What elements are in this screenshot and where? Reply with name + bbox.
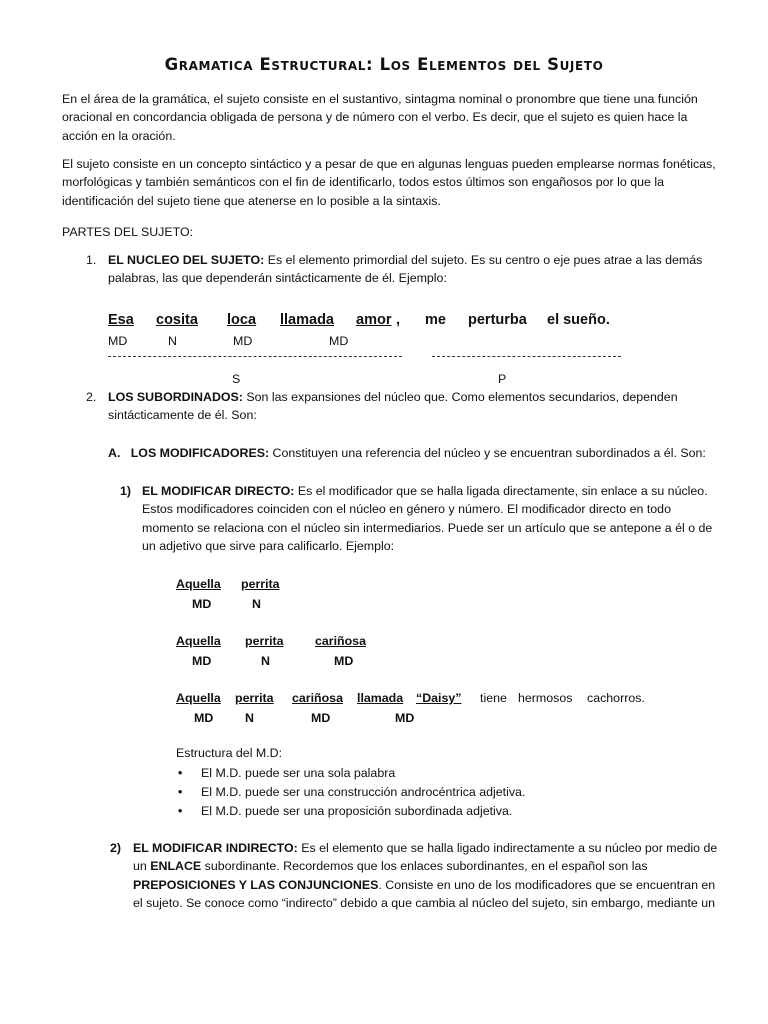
list-item: • El M.D. puede ser una construcción androcéntrica adjetiva.: [176, 783, 525, 802]
mi-prepositions: PREPOSICIONES Y LAS CONJUNCIONES: [133, 877, 379, 892]
mi-text-1: Es el elemento que se halla ligado indirectamente a su núcleo por medio de un: [133, 841, 718, 874]
md-label: EL MODIFICAR DIRECTO:: [142, 484, 295, 498]
md-text: Es el modificador que se halla ligada directamente, sin enlace a su núcleo. Estos modificadores coinciden con el núcleo en género y número. El modificador directo en todo momento se relaciona con el núcleo sin intermediarios. Puede ser un artículo que se antepone a él o de un adjetivo que sirve para calificarlo. Ejemplo:: [142, 484, 713, 553]
item-2-number: 2.: [86, 390, 97, 404]
example-word: cariñosa: [292, 691, 343, 705]
item-1-paragraph: [108, 251, 708, 288]
example-tag: MD: [311, 711, 331, 725]
example-word: cosita: [156, 312, 198, 328]
example-tag: N: [252, 597, 261, 611]
example-word: cariñosa: [315, 634, 366, 648]
subject-label: S: [232, 372, 241, 386]
mi-text-2: subordinante. Recordemos que los enlaces subordinantes, en el español son las: [201, 859, 648, 874]
example-word: loca: [227, 312, 257, 328]
md-paragraph: [142, 482, 724, 555]
example-word: hermosos: [518, 691, 573, 705]
item-2-text: Son las expansiones del núcleo que. Como elementos secundarios, dependen sintácticamente de él. Son:: [108, 390, 678, 423]
document-title: Gramatica Estructural: Los Elementos del Sujeto: [164, 55, 604, 74]
section-a-number: A.: [108, 446, 121, 460]
example-word: “Daisy”: [416, 691, 462, 705]
example-tag: MD: [192, 654, 212, 668]
subject-bracket-line: [108, 356, 402, 357]
md-number: 1): [120, 484, 132, 498]
section-a-label: LOS MODIFICADORES:: [130, 446, 270, 460]
partes-heading: PARTES DEL SUJETO:: [62, 225, 194, 239]
intro-paragraph-1: En el área de la gramática, el sujeto consiste en el sustantivo, sintagma nominal o pronombre que tiene una función oracional en concordancia obligada de persona y de número con el verbo. Es decir, que el sujeto es quien hace la acción en la oración.: [62, 92, 698, 143]
example-word: tiene: [480, 691, 507, 705]
example-tag: MD: [194, 711, 214, 725]
example-word: llamada: [357, 691, 404, 705]
mi-paragraph: [133, 839, 726, 912]
example-word: perturba: [468, 312, 527, 328]
example-word: Aquella: [176, 691, 221, 705]
item-1-label: EL NUCLEO DEL SUJETO:: [108, 253, 265, 267]
example-tag: MD: [192, 597, 212, 611]
item-2-paragraph: [108, 388, 708, 425]
example-word: cachorros.: [587, 691, 645, 705]
example-word: perrita: [235, 691, 274, 705]
section-a-text: Constituyen una referencia del núcleo y se encuentran subordinados a él. Son:: [269, 446, 706, 460]
mi-enlace: ENLACE: [150, 859, 202, 874]
example-tag: N: [245, 711, 254, 725]
section-a-paragraph: [108, 444, 706, 462]
predicate-label: P: [498, 372, 507, 386]
example-word: Esa: [108, 312, 134, 328]
item-1-text: Es el elemento primordial del sujeto. Es su centro o eje pues atrae a las demás palabras, las que dependerán sintácticamente de él. Ejemplo:: [108, 253, 703, 286]
example-tag: MD: [334, 654, 354, 668]
example-word: perrita: [245, 634, 284, 648]
example-word: perrita: [241, 577, 280, 591]
example-tag: MD: [395, 711, 415, 725]
example-tag: MD: [108, 334, 128, 348]
example-tag: N: [168, 334, 177, 348]
mi-number: 2): [110, 841, 122, 855]
mi-text-3: . Consiste en uno de los modificadores que se encuentran en el sujeto. Se conoce como “indirecto” debido a que cambia al núcleo del sujeto, sin embargo, mediante un: [133, 877, 716, 910]
estructura-list: [176, 764, 525, 821]
list-item: • El M.D. puede ser una proposición subordinada adjetiva.: [176, 802, 525, 821]
example-word: llamada: [280, 312, 334, 328]
example-punct: ,: [396, 312, 401, 328]
mi-label: EL MODIFICAR INDIRECTO:: [133, 841, 298, 855]
example-tag: MD: [329, 334, 349, 348]
list-item: • El M.D. puede ser una sola palabra: [176, 764, 525, 783]
item-2-label: LOS SUBORDINADOS:: [108, 390, 243, 404]
example-word: el sueño.: [547, 312, 610, 328]
estructura-heading: Estructura del M.D:: [176, 746, 283, 760]
example-word: Aquella: [176, 577, 221, 591]
example-tag: N: [261, 654, 270, 668]
predicate-bracket-line: [432, 356, 621, 357]
example-word: amor: [356, 312, 392, 328]
intro-paragraph-2: El sujeto consiste en un concepto sintáctico y a pesar de que en algunas lenguas pueden emplearse normas fonéticas, morfológicas y también semánticos con el fin de identificarlo, todos estos últimos son engañosos por lo que la identificación del sujeto tiene que atenerse en lo posible a la sintaxis.: [62, 157, 716, 208]
item-1-number: 1.: [86, 253, 97, 267]
example-word: me: [425, 312, 446, 328]
example-word: Aquella: [176, 634, 221, 648]
example-tag: MD: [233, 334, 253, 348]
